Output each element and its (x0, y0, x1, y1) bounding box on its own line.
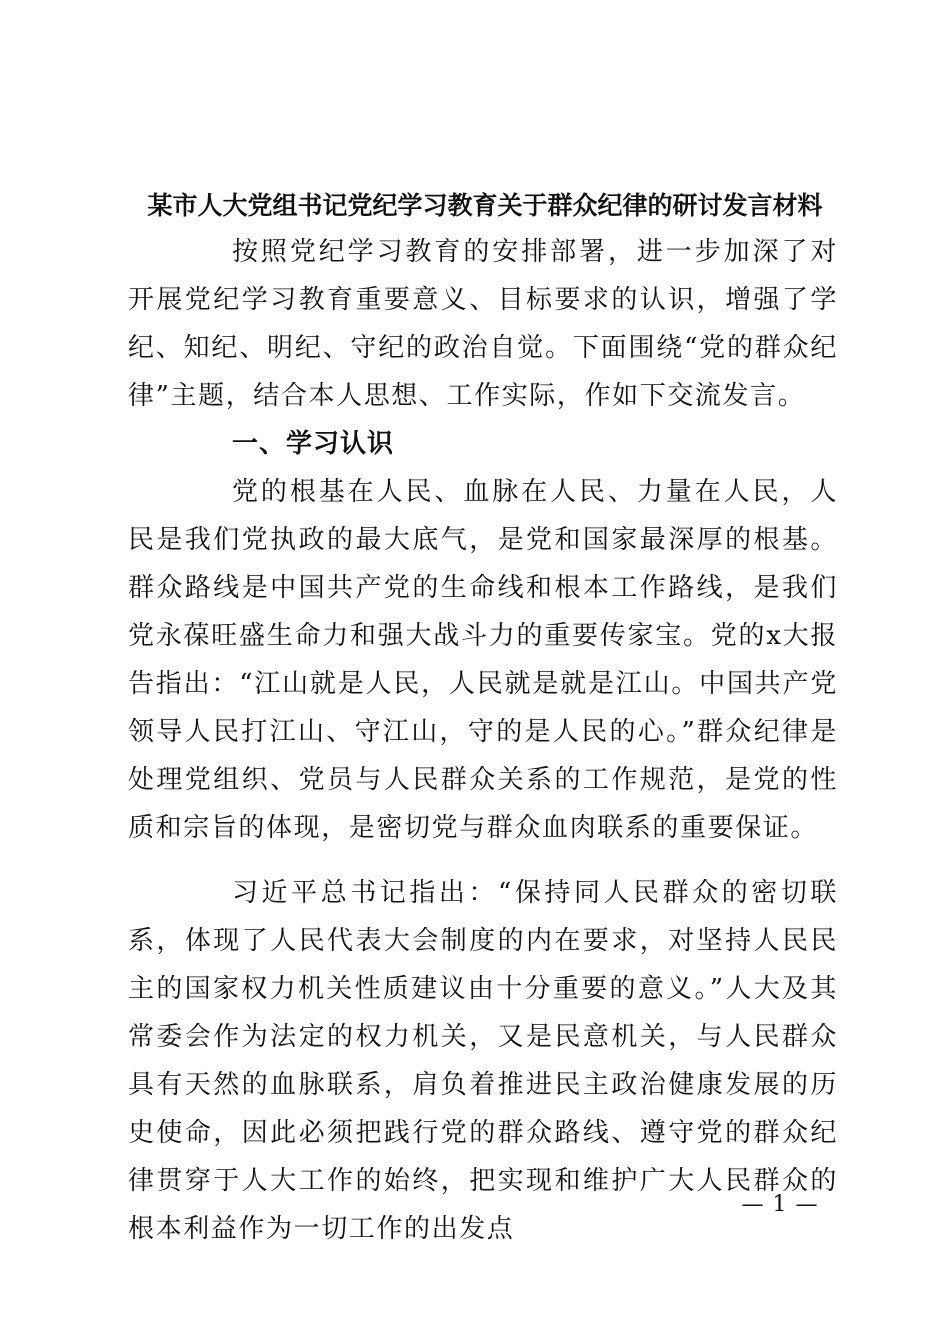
page-number: — 1 — (741, 1192, 819, 1217)
intro-paragraph: 按照党纪学习教育的安排部署，进一步加深了对开展党纪学习教育重要意义、目标要求的认识，增强了学纪、知纪、明纪、守纪的政治自觉。下面围绕“党的群众纪律”主题，结合本人思想、工作实际，作如下交流发言。 (128, 237, 838, 411)
document-body (128, 228, 838, 1253)
document-title: 某市人大党组书记党纪学习教育关于群众纪律的研讨发言材料 (147, 191, 823, 220)
body-paragraph-1: 党的根基在人民、血脉在人民、力量在人民，人民是我们党执政的最大底气，是党和国家最深厚的根基。群众路线是中国共产党的生命线和根本工作路线，是我们党永葆旺盛生命力和强大战斗力的重要传家宝。党的x大报告指出：“江山就是人民，人民就是就是江山。中国共产党领导人民打江山、守江山，守的是人民的心。”群众纪律是处理党组织、党员与人民群众关系的工作规范，是党的性质和宗旨的体现，是密切党与群众血肉联系的重要保证。 (128, 477, 838, 843)
section-heading: 一、学习认识 (232, 429, 395, 459)
body-paragraph-2: 习近平总书记指出：“保持同人民群众的密切联系，体现了人民代表大会制度的内在要求，对坚持人民民主的国家权力机关性质建议由十分重要的意义。”人大及其常委会作为法定的权力机关，又是民意机关，与人民群众具有天然的血脉联系，肩负着推进民主政治健康发展的历史使命，因此必须把践行党的群众路线、遵守党的群众纪律贯穿于人大工作的始终，把实现和维护广大人民群众的根本利益作为一切工作的出发点 (128, 878, 838, 1244)
